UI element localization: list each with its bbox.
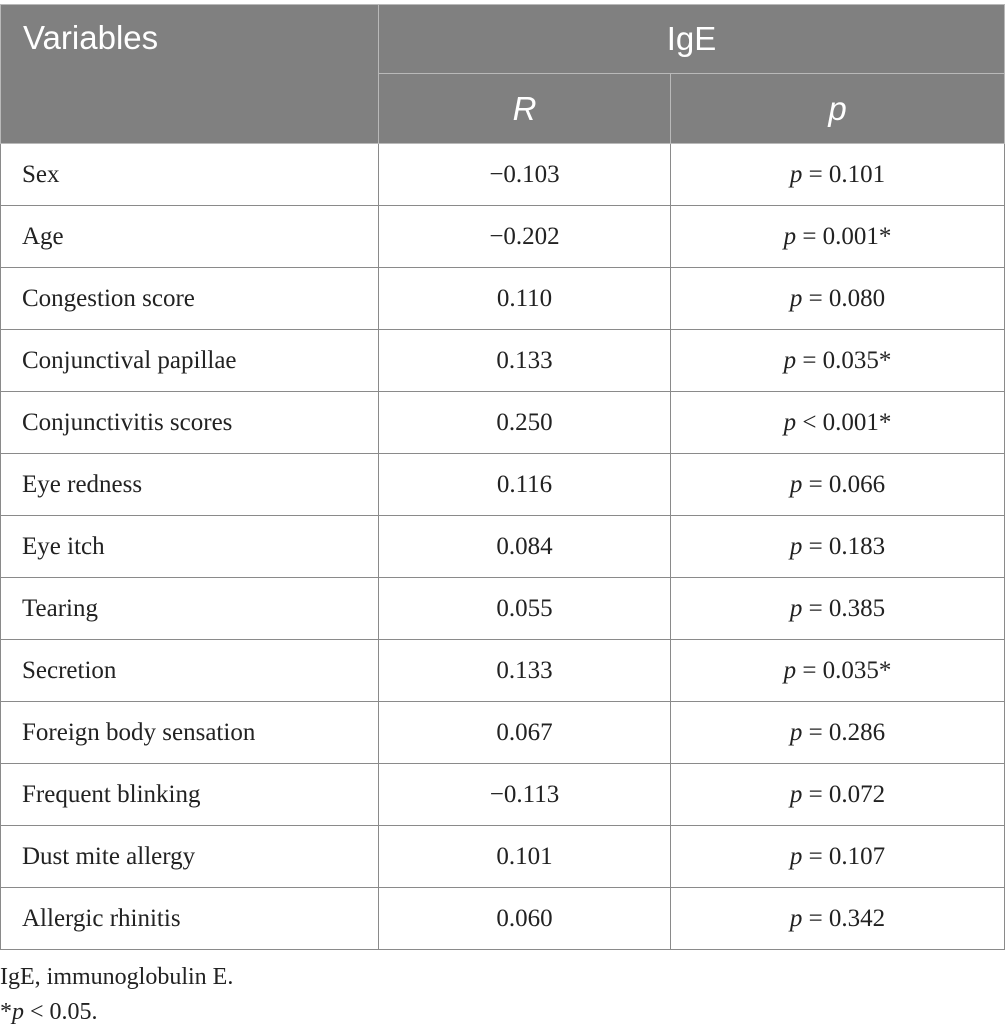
table-row bbox=[1, 206, 1005, 268]
table-row bbox=[1, 764, 1005, 826]
p-symbol: p bbox=[783, 408, 797, 436]
footnote-p-symbol: p bbox=[12, 999, 24, 1025]
p-symbol: p bbox=[789, 594, 803, 622]
p-symbol: p bbox=[789, 842, 803, 870]
p-symbol: p bbox=[789, 284, 803, 312]
table-footnotes bbox=[0, 960, 233, 1030]
table-row bbox=[1, 144, 1005, 206]
p-value-cell bbox=[671, 640, 1005, 702]
p-value-text: = 0.035* bbox=[796, 656, 892, 684]
p-value-text: = 0.072 bbox=[802, 780, 886, 808]
p-value-text: < 0.001* bbox=[796, 408, 892, 436]
header-row-top bbox=[1, 5, 1005, 74]
table-row bbox=[1, 640, 1005, 702]
variable-cell: Frequent blinking bbox=[1, 764, 379, 826]
p-value-cell bbox=[671, 702, 1005, 764]
variable-cell: Allergic rhinitis bbox=[1, 888, 379, 950]
variable-cell: Eye itch bbox=[1, 516, 379, 578]
correlation-table bbox=[0, 4, 1005, 950]
table-row bbox=[1, 330, 1005, 392]
r-value-cell: 0.133 bbox=[379, 640, 671, 702]
variable-cell: Conjunctival papillae bbox=[1, 330, 379, 392]
p-value-cell bbox=[671, 330, 1005, 392]
p-symbol: p bbox=[789, 532, 803, 560]
table-row bbox=[1, 392, 1005, 454]
p-value-text: = 0.066 bbox=[802, 470, 886, 498]
p-value-cell bbox=[671, 826, 1005, 888]
r-value-cell: −0.103 bbox=[379, 144, 671, 206]
variable-cell: Congestion score bbox=[1, 268, 379, 330]
footnote-asterisk: * bbox=[0, 999, 12, 1025]
footnote-abbreviation: IgE, immunoglobulin E. bbox=[0, 964, 234, 990]
p-symbol: p bbox=[789, 904, 803, 932]
p-symbol: p bbox=[783, 222, 797, 250]
table-row bbox=[1, 702, 1005, 764]
table-header bbox=[1, 5, 1005, 144]
table-row bbox=[1, 888, 1005, 950]
r-value-cell: 0.250 bbox=[379, 392, 671, 454]
p-value-cell bbox=[671, 392, 1005, 454]
p-symbol: p bbox=[789, 780, 803, 808]
p-value-text: = 0.385 bbox=[802, 594, 886, 622]
p-value-cell bbox=[671, 268, 1005, 330]
variable-cell: Conjunctivitis scores bbox=[1, 392, 379, 454]
footnote-significance bbox=[0, 995, 233, 1030]
table-row bbox=[1, 516, 1005, 578]
p-value-cell bbox=[671, 144, 1005, 206]
variable-cell: Sex bbox=[1, 144, 379, 206]
variable-cell: Secretion bbox=[1, 640, 379, 702]
p-symbol: p bbox=[789, 470, 803, 498]
ige-group-header: IgE bbox=[379, 5, 1005, 74]
p-value-cell bbox=[671, 888, 1005, 950]
p-value-text: = 0.035* bbox=[796, 346, 892, 374]
p-value-cell bbox=[671, 454, 1005, 516]
p-column-header: p bbox=[671, 74, 1005, 144]
r-value-cell: 0.110 bbox=[379, 268, 671, 330]
r-value-cell: 0.133 bbox=[379, 330, 671, 392]
r-column-header: R bbox=[379, 74, 671, 144]
table-row bbox=[1, 454, 1005, 516]
variables-header: Variables bbox=[1, 5, 379, 144]
p-value-cell bbox=[671, 206, 1005, 268]
r-value-cell: 0.067 bbox=[379, 702, 671, 764]
r-value-cell: −0.113 bbox=[379, 764, 671, 826]
p-symbol: p bbox=[789, 718, 803, 746]
p-value-text: = 0.342 bbox=[802, 904, 886, 932]
variable-cell: Eye redness bbox=[1, 454, 379, 516]
p-value-cell bbox=[671, 764, 1005, 826]
r-value-cell: 0.101 bbox=[379, 826, 671, 888]
p-symbol: p bbox=[783, 346, 797, 374]
p-value-text: = 0.101 bbox=[802, 160, 886, 188]
p-value-text: = 0.001* bbox=[796, 222, 892, 250]
p-value-cell bbox=[671, 516, 1005, 578]
r-value-cell: 0.084 bbox=[379, 516, 671, 578]
r-value-cell: −0.202 bbox=[379, 206, 671, 268]
r-value-cell: 0.116 bbox=[379, 454, 671, 516]
p-value-text: = 0.183 bbox=[802, 532, 886, 560]
p-symbol: p bbox=[783, 656, 797, 684]
p-value-text: = 0.107 bbox=[802, 842, 886, 870]
variable-cell: Age bbox=[1, 206, 379, 268]
footnote-threshold: < 0.05. bbox=[24, 999, 98, 1025]
variable-cell: Foreign body sensation bbox=[1, 702, 379, 764]
table-row bbox=[1, 578, 1005, 640]
variable-cell: Dust mite allergy bbox=[1, 826, 379, 888]
p-value-text: = 0.080 bbox=[802, 284, 886, 312]
table-row bbox=[1, 826, 1005, 888]
r-value-cell: 0.060 bbox=[379, 888, 671, 950]
variable-cell: Tearing bbox=[1, 578, 379, 640]
table-body bbox=[1, 144, 1005, 950]
table-row bbox=[1, 268, 1005, 330]
p-symbol: p bbox=[789, 160, 803, 188]
p-value-cell bbox=[671, 578, 1005, 640]
r-value-cell: 0.055 bbox=[379, 578, 671, 640]
p-value-text: = 0.286 bbox=[802, 718, 886, 746]
